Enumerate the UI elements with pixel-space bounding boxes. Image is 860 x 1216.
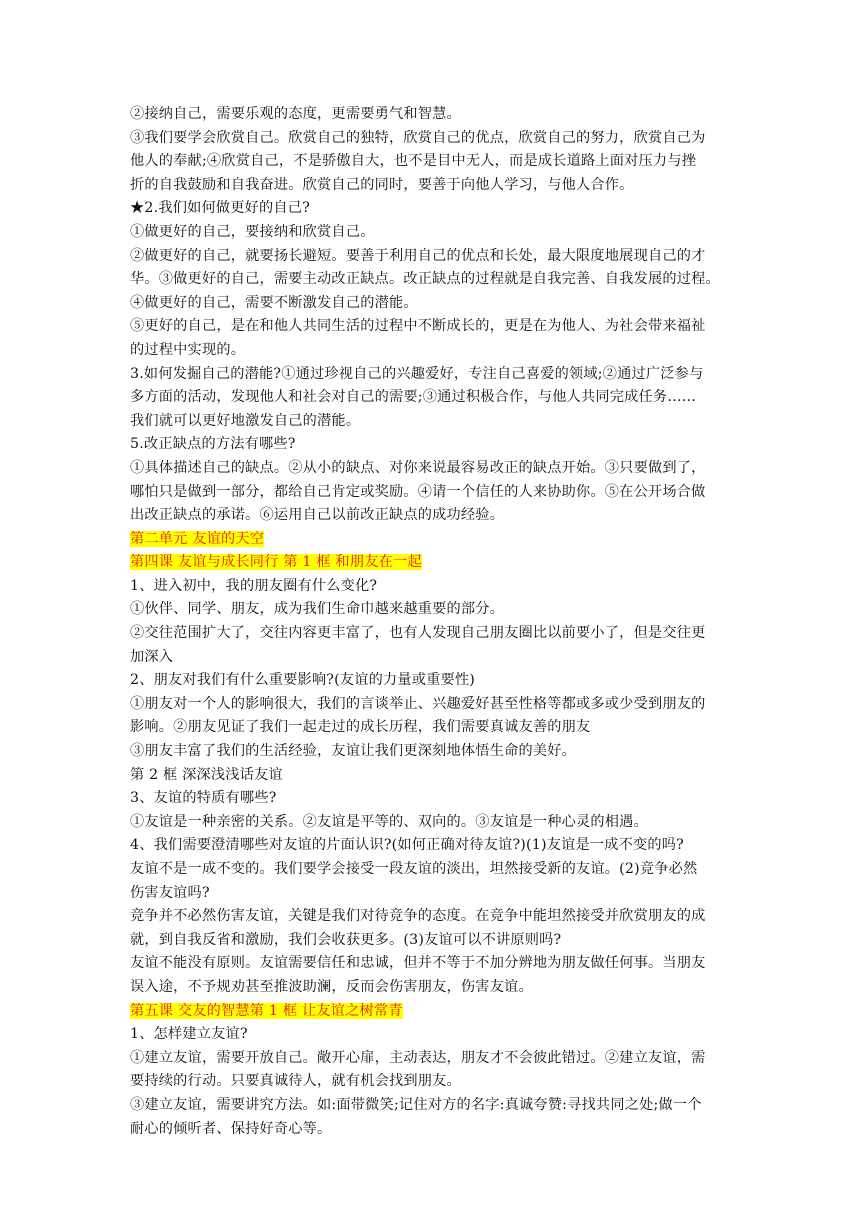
line-text: ③朋友丰富了我们的生活经验，友谊让我们更深刻地体悟生命的美好。 bbox=[130, 743, 577, 760]
text-line bbox=[130, 811, 740, 835]
text-line bbox=[130, 1023, 740, 1047]
text-line bbox=[130, 363, 740, 387]
line-text: ③建立友谊，需要讲究方法。如:面带微笑;记住对方的名字:真诚夸赞:寻找共同之处;做一个 bbox=[130, 1096, 702, 1113]
line-text: 多方面的活动，发现他人和社会对自己的需要;③通过积极合作，与他人共同完成任务…… bbox=[130, 389, 697, 406]
line-text: 3、友谊的特质有哪些? bbox=[130, 790, 277, 807]
line-text: 华。③做更好的自己，需要主动改正缺点。改正缺点的过程就是自我完善、自我发展的过程。 bbox=[130, 271, 720, 288]
text-line bbox=[130, 598, 740, 622]
line-text: 友谊不能没有原则。友谊需要信任和忠诚，但并不等于不加分辨地为朋友做任何事。当朋友 bbox=[130, 955, 706, 972]
line-text: 耐心的倾听者、保持好奇心等。 bbox=[130, 1120, 332, 1137]
highlighted-heading-text: 第二单元 友谊的天空 bbox=[130, 530, 265, 547]
text-line bbox=[130, 127, 740, 151]
text-line bbox=[130, 764, 740, 788]
text-line bbox=[130, 504, 740, 528]
text-line bbox=[130, 339, 740, 363]
line-text: ①做更好的自己，要接纳和欣赏自己。 bbox=[130, 223, 375, 240]
text-line bbox=[130, 1118, 740, 1142]
text-line bbox=[130, 882, 740, 906]
text-line bbox=[130, 740, 740, 764]
line-text: ②交往范围扩大了，交往内容更丰富了，也有人发现自己朋友圈比以前要小了，但是交往更 bbox=[130, 625, 706, 642]
line-text: ①朋友对一个人的影响很大，我们的言谈举止、兴趣爱好甚至性格等都或多或少受到朋友的 bbox=[130, 695, 706, 712]
section-heading bbox=[130, 1000, 740, 1024]
highlighted-heading-text: 第五课 交友的智慧第 1 框 让友谊之树常青 bbox=[130, 1002, 403, 1019]
line-text: ③我们要学会欣赏自己。欣赏自己的独特，欣赏自己的优点，欣赏自己的努力，欣赏自己为 bbox=[130, 129, 706, 146]
text-line bbox=[130, 457, 740, 481]
line-text: 要持续的行动。只要真诚待人，就有机会找到朋友。 bbox=[130, 1073, 461, 1090]
text-line bbox=[130, 410, 740, 434]
line-text: 误入途，不予规劝甚至推波助澜，反而会伤害朋友，伤害友谊。 bbox=[130, 978, 533, 995]
text-line bbox=[130, 150, 740, 174]
text-line bbox=[130, 646, 740, 670]
line-text: 出改正缺点的承诺。⑥运用自己以前改正缺点的成功经验。 bbox=[130, 507, 505, 524]
line-text: 我们就可以更好地激发自己的潜能。 bbox=[130, 412, 361, 429]
text-line bbox=[130, 834, 740, 858]
text-line bbox=[130, 386, 740, 410]
line-text: 2、朋友对我们有什么重要影响?(友谊的力量或重要性) bbox=[130, 672, 476, 689]
line-text: 3.如何发掘自己的潜能?①通过珍视自己的兴趣爱好，专注自己喜爱的领域;②通过广泛参与 bbox=[130, 365, 704, 382]
text-line bbox=[130, 315, 740, 339]
line-text: 影响。②朋友见证了我们一起走过的成长历程，我们需要真诚友善的朋友 bbox=[130, 719, 591, 736]
text-line bbox=[130, 575, 740, 599]
line-text: 第 2 框 深深浅浅话友谊 bbox=[130, 766, 283, 783]
text-line bbox=[130, 716, 740, 740]
text-line bbox=[130, 433, 740, 457]
line-text: 折的自我鼓励和自我奋进。欣赏自己的同时，要善于向他人学习，与他人合作。 bbox=[130, 176, 634, 193]
text-line bbox=[130, 787, 740, 811]
text-line bbox=[130, 929, 740, 953]
line-text: ⑤更好的自己，是在和他人共同生活的过程中不断成长的，更是在为他人、为社会带来福祉 bbox=[130, 318, 706, 335]
line-text: 友谊不是一成不变的。我们要学会接受一段友谊的淡出，坦然接受新的友谊。(2)竞争必然 bbox=[130, 861, 698, 877]
text-line bbox=[130, 669, 740, 693]
text-line bbox=[130, 103, 740, 127]
text-line bbox=[130, 292, 740, 316]
text-line bbox=[130, 481, 740, 505]
line-text: ①伙伴、同学、朋友，成为我们生命巾越来越重要的部分。 bbox=[130, 601, 505, 618]
text-line bbox=[130, 221, 740, 245]
text-line bbox=[130, 1047, 740, 1071]
text-line bbox=[130, 174, 740, 198]
text-line bbox=[130, 622, 740, 646]
section-heading bbox=[130, 551, 740, 575]
line-text: ①具体描述自己的缺点。②从小的缺点、对你来说最容易改正的缺点开始。③只要做到了， bbox=[130, 459, 706, 476]
line-text: ①友谊是一种亲密的关系。②友谊是平等的、双向的。③友谊是一种心灵的相遇。 bbox=[130, 813, 648, 830]
line-text: 的过程中实现的。 bbox=[130, 341, 246, 358]
line-text: 他人的奉献;④欣赏自己，不是骄傲自大，也不是目中无人，而是成长道路上面对压力与挫 bbox=[130, 153, 697, 170]
line-text: 5.改正缺点的方法有哪些? bbox=[130, 436, 296, 453]
text-line bbox=[130, 1094, 740, 1118]
text-line bbox=[130, 268, 740, 292]
line-text: ★2.我们如何做更好的自己? bbox=[130, 200, 311, 217]
line-text: 伤害友谊吗? bbox=[130, 884, 210, 901]
line-text: ④做更好的自己，需要不断激发自己的潜能。 bbox=[130, 294, 418, 311]
line-text: 1、进入初中，我的朋友圈有什么变化? bbox=[130, 577, 378, 594]
text-line bbox=[130, 976, 740, 1000]
line-text: ②接纳自己，需要乐观的态度，更需要勇气和智慧。 bbox=[130, 106, 461, 122]
text-line bbox=[130, 197, 740, 221]
line-text: 加深入 bbox=[130, 648, 174, 665]
text-line bbox=[130, 858, 740, 882]
section-heading bbox=[130, 528, 740, 552]
highlighted-heading-text: 第四课 友谊与成长同行 第 1 框 和朋友在一起 bbox=[130, 554, 422, 571]
line-text: 4、我们需要澄清哪些对友谊的片面认识?(如何正确对待友谊?)(1)友谊是一成不变的吗? bbox=[130, 837, 684, 854]
line-text: ①建立友谊，需要开放自己。敞开心扉，主动表达，朋友才不会彼此错过。②建立友谊，需 bbox=[130, 1049, 706, 1066]
document-body bbox=[130, 103, 740, 1141]
text-line bbox=[130, 952, 740, 976]
line-text: 就，到自我反省和激励，我们会收获更多。(3)友谊可以不讲原则吗? bbox=[130, 931, 562, 948]
text-line bbox=[130, 693, 740, 717]
text-line bbox=[130, 905, 740, 929]
line-text: 1、怎样建立友谊? bbox=[130, 1026, 248, 1043]
text-line bbox=[130, 245, 740, 269]
text-line bbox=[130, 1070, 740, 1094]
line-text: 哪怕只是做到一部分，都给自己肯定或奖励。④请一个信任的人来协助你。⑤在公开场合做 bbox=[130, 483, 706, 500]
line-text: ②做更好的自己，就要扬长避短。要善于利用自己的优点和长处，最大限度地展现自己的才 bbox=[130, 247, 706, 264]
line-text: 竞争并不必然伤害友谊，关键是我们对待竞争的态度。在竞争中能坦然接受并欣赏朋友的成 bbox=[130, 908, 706, 925]
